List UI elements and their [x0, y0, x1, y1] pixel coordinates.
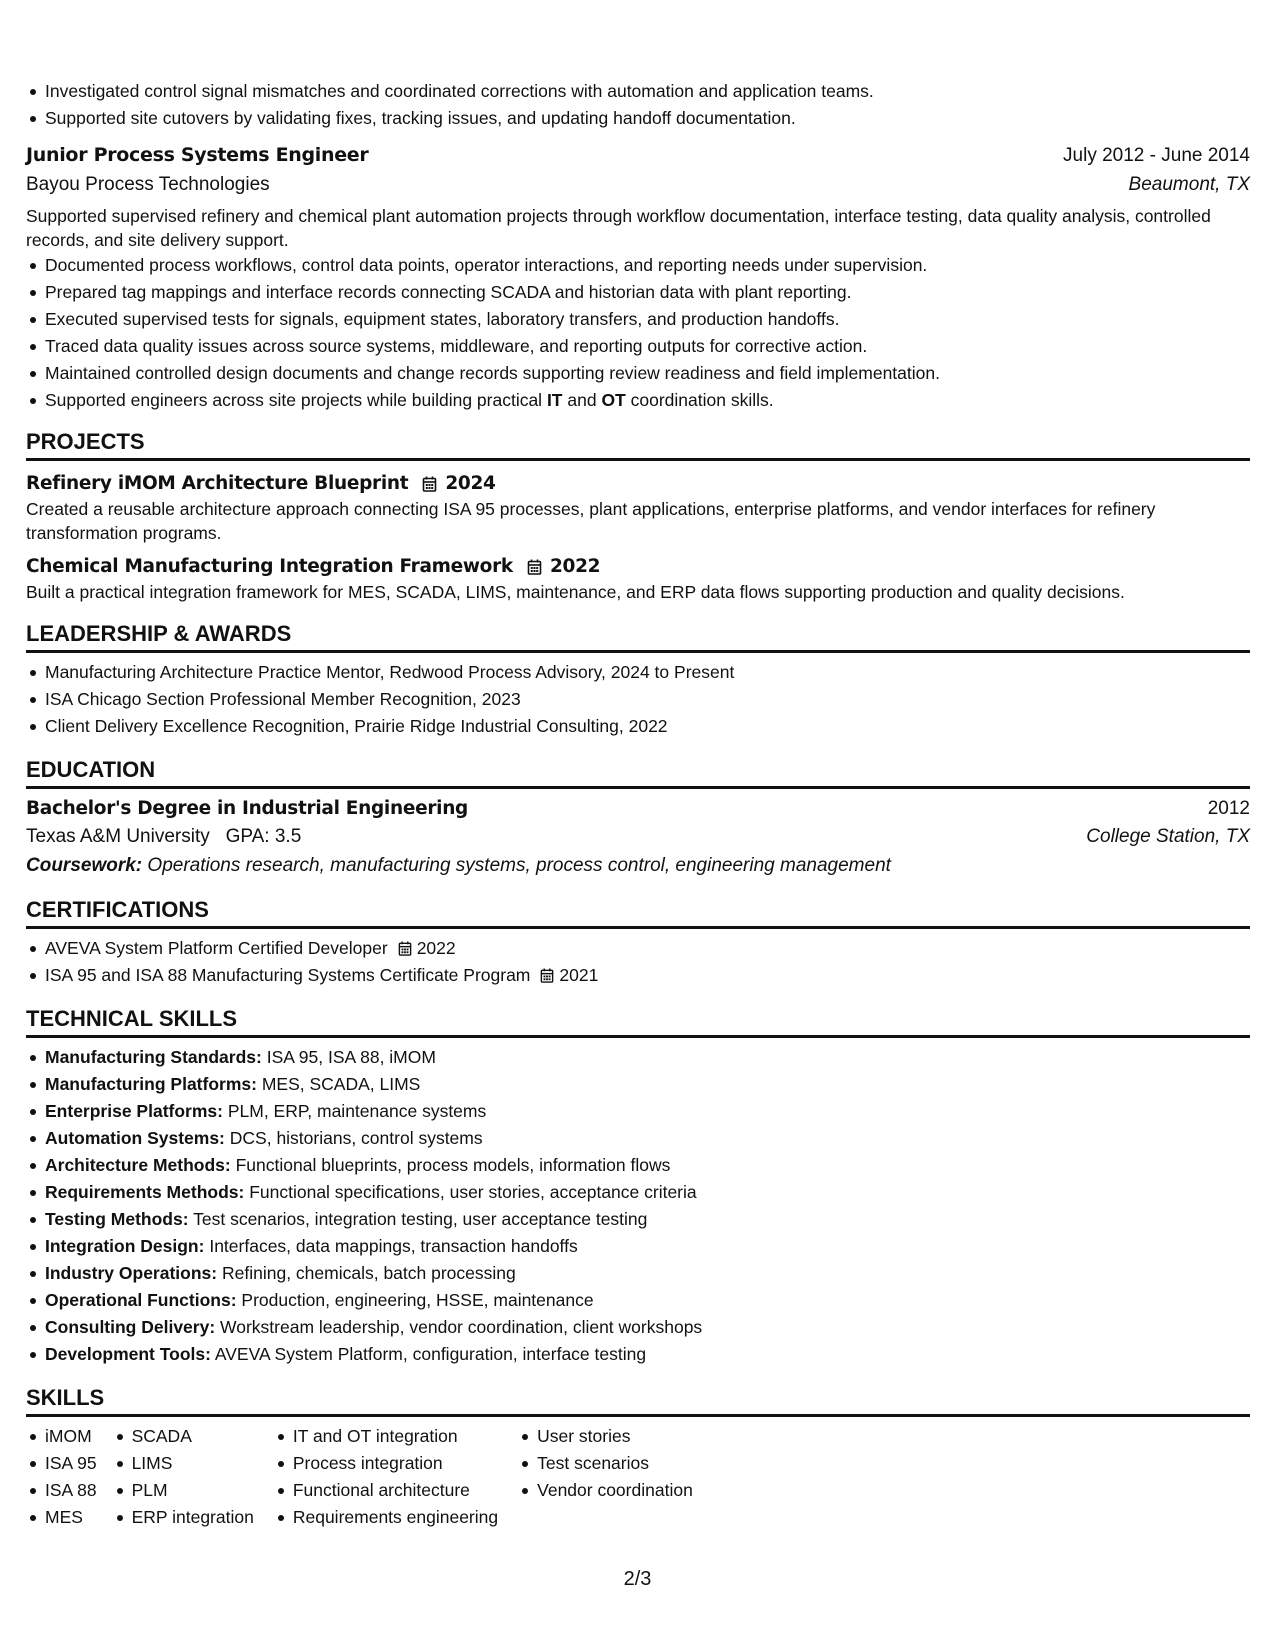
section-title-technical-skills: TECHNICAL SKILLS: [26, 1006, 1250, 1038]
certifications-list: [26, 935, 1250, 989]
list-item: iMOM: [26, 1423, 97, 1450]
skills-column: [113, 1423, 254, 1531]
list-item: Investigated control signal mismatches and coordinated corrections with automation and application teams.: [26, 78, 1250, 105]
education-location: College Station, TX: [1086, 826, 1250, 847]
coursework-label: Coursework:: [26, 855, 143, 876]
list-item: Architecture Methods: Functional blueprints, process models, information flows: [26, 1152, 1250, 1179]
skills-column: [518, 1423, 693, 1531]
section-title-skills: SKILLS: [26, 1385, 1250, 1417]
job-title: Junior Process Systems Engineer: [26, 144, 369, 166]
project-name: Chemical Manufacturing Integration Framework: [26, 556, 513, 577]
project-year: 2022: [549, 556, 601, 577]
list-item: Manufacturing Architecture Practice Mentor, Redwood Process Advisory, 2024 to Present: [26, 659, 1250, 686]
list-item: Process integration: [274, 1450, 498, 1477]
calendar-icon: [527, 559, 542, 575]
cert-name: AVEVA System Platform Certified Developer: [45, 938, 388, 958]
list-item: Manufacturing Platforms: MES, SCADA, LIMS: [26, 1071, 1250, 1098]
page-number: 2/3: [623, 1568, 652, 1590]
list-item: Supported site cutovers by validating fixes, tracking issues, and updating handoff documentation.: [26, 105, 1250, 132]
job-company: Bayou Process Technologies: [26, 174, 270, 195]
list-item: Integration Design: Interfaces, data mappings, transaction handoffs: [26, 1233, 1250, 1260]
list-item: Client Delivery Excellence Recognition, Prairie Ridge Industrial Consulting, 2022: [26, 713, 1250, 740]
list-item: Traced data quality issues across source systems, middleware, and reporting outputs for corrective action.: [26, 333, 1250, 360]
job-location: Beaumont, TX: [1128, 174, 1250, 195]
list-item: Maintained controlled design documents and change records supporting review readiness and field implementation.: [26, 360, 1250, 387]
list-item: ISA 95: [26, 1450, 97, 1477]
skills-column: [274, 1423, 498, 1531]
section-title-certifications: CERTIFICATIONS: [26, 897, 1250, 929]
list-item: MES: [26, 1504, 97, 1531]
list-item: Vendor coordination: [518, 1477, 693, 1504]
calendar-icon: [422, 476, 437, 492]
list-item: Enterprise Platforms: PLM, ERP, maintenance systems: [26, 1098, 1250, 1125]
list-item: ISA 88: [26, 1477, 97, 1504]
cert-name: ISA 95 and ISA 88 Manufacturing Systems Certificate Program: [45, 965, 531, 985]
education-year: 2012: [1207, 798, 1250, 819]
calendar-icon: [540, 968, 554, 983]
list-item: Functional architecture: [274, 1477, 498, 1504]
list-item: Operational Functions: Production, engineering, HSSE, maintenance: [26, 1287, 1250, 1314]
prev-job-bullets: [26, 78, 1250, 132]
list-item: ERP integration: [113, 1504, 254, 1531]
project-entry: [26, 556, 1250, 604]
list-item: Supported engineers across site projects while building practical IT and OT coordination skills.: [26, 387, 1250, 414]
list-item: Executed supervised tests for signals, equipment states, laboratory transfers, and production handoffs.: [26, 306, 1250, 333]
cert-year: 2022: [416, 938, 456, 958]
list-item: SCADA: [113, 1423, 254, 1450]
leadership-list: [26, 659, 1250, 740]
list-item: ISA Chicago Section Professional Member Recognition, 2023: [26, 686, 1250, 713]
section-title-education: EDUCATION: [26, 757, 1250, 789]
calendar-icon: [398, 941, 412, 956]
technical-skills-list: [26, 1044, 1250, 1368]
school-name: Texas A&M University: [26, 826, 210, 847]
list-item: Consulting Delivery: Workstream leadership, vendor coordination, client workshops: [26, 1314, 1250, 1341]
job-bullets: [26, 252, 1250, 414]
skills-column: [26, 1423, 97, 1531]
list-item: Test scenarios: [518, 1450, 693, 1477]
education-entry: [26, 798, 1250, 877]
project-name: Refinery iMOM Architecture Blueprint: [26, 473, 409, 494]
cert-year: 2021: [559, 965, 599, 985]
resume-page: [26, 78, 1250, 1531]
skills-grid: [26, 1423, 1250, 1531]
list-item: LIMS: [113, 1450, 254, 1477]
job-summary: Supported supervised refinery and chemical plant automation projects through workflow documentation, interface testing, data quality analysis, controlled records, and site delivery support.: [26, 206, 1211, 250]
section-title-projects: PROJECTS: [26, 429, 1250, 461]
list-item: Industry Operations: Refining, chemicals, batch processing: [26, 1260, 1250, 1287]
coursework: [26, 855, 1250, 877]
list-item: Prepared tag mappings and interface records connecting SCADA and historian data with plant reporting.: [26, 279, 1250, 306]
list-item: Documented process workflows, control data points, operator interactions, and reporting needs under supervision.: [26, 252, 1250, 279]
list-item: Development Tools: AVEVA System Platform, configuration, interface testing: [26, 1341, 1250, 1368]
job-entry: [26, 144, 1250, 414]
list-item: [26, 962, 1250, 989]
coursework-text: Operations research, manufacturing systems, process control, engineering management: [147, 855, 891, 876]
list-item: Automation Systems: DCS, historians, control systems: [26, 1125, 1250, 1152]
job-dates: July 2012 - June 2014: [1063, 145, 1250, 166]
list-item: PLM: [113, 1477, 254, 1504]
gpa: GPA: 3.5: [225, 826, 302, 847]
list-item: Requirements engineering: [274, 1504, 498, 1531]
project-entry: [26, 473, 1250, 545]
list-item: Manufacturing Standards: ISA 95, ISA 88, iMOM: [26, 1044, 1250, 1071]
list-item: [26, 935, 1250, 962]
degree: Bachelor's Degree in Industrial Engineering: [26, 798, 469, 819]
project-desc: Built a practical integration framework for MES, SCADA, LIMS, maintenance, and ERP data flows supporting production and quality decisions.: [26, 582, 1125, 602]
list-item: Testing Methods: Test scenarios, integration testing, user acceptance testing: [26, 1206, 1250, 1233]
project-desc: Created a reusable architecture approach connecting ISA 95 processes, plant applications, enterprise platforms, and vendor interfaces for refinery transformation programs.: [26, 499, 1156, 543]
list-item: Requirements Methods: Functional specifications, user stories, acceptance criteria: [26, 1179, 1250, 1206]
list-item: IT and OT integration: [274, 1423, 498, 1450]
list-item: User stories: [518, 1423, 693, 1450]
section-title-leadership: LEADERSHIP & AWARDS: [26, 621, 1250, 653]
project-year: 2024: [445, 473, 496, 494]
